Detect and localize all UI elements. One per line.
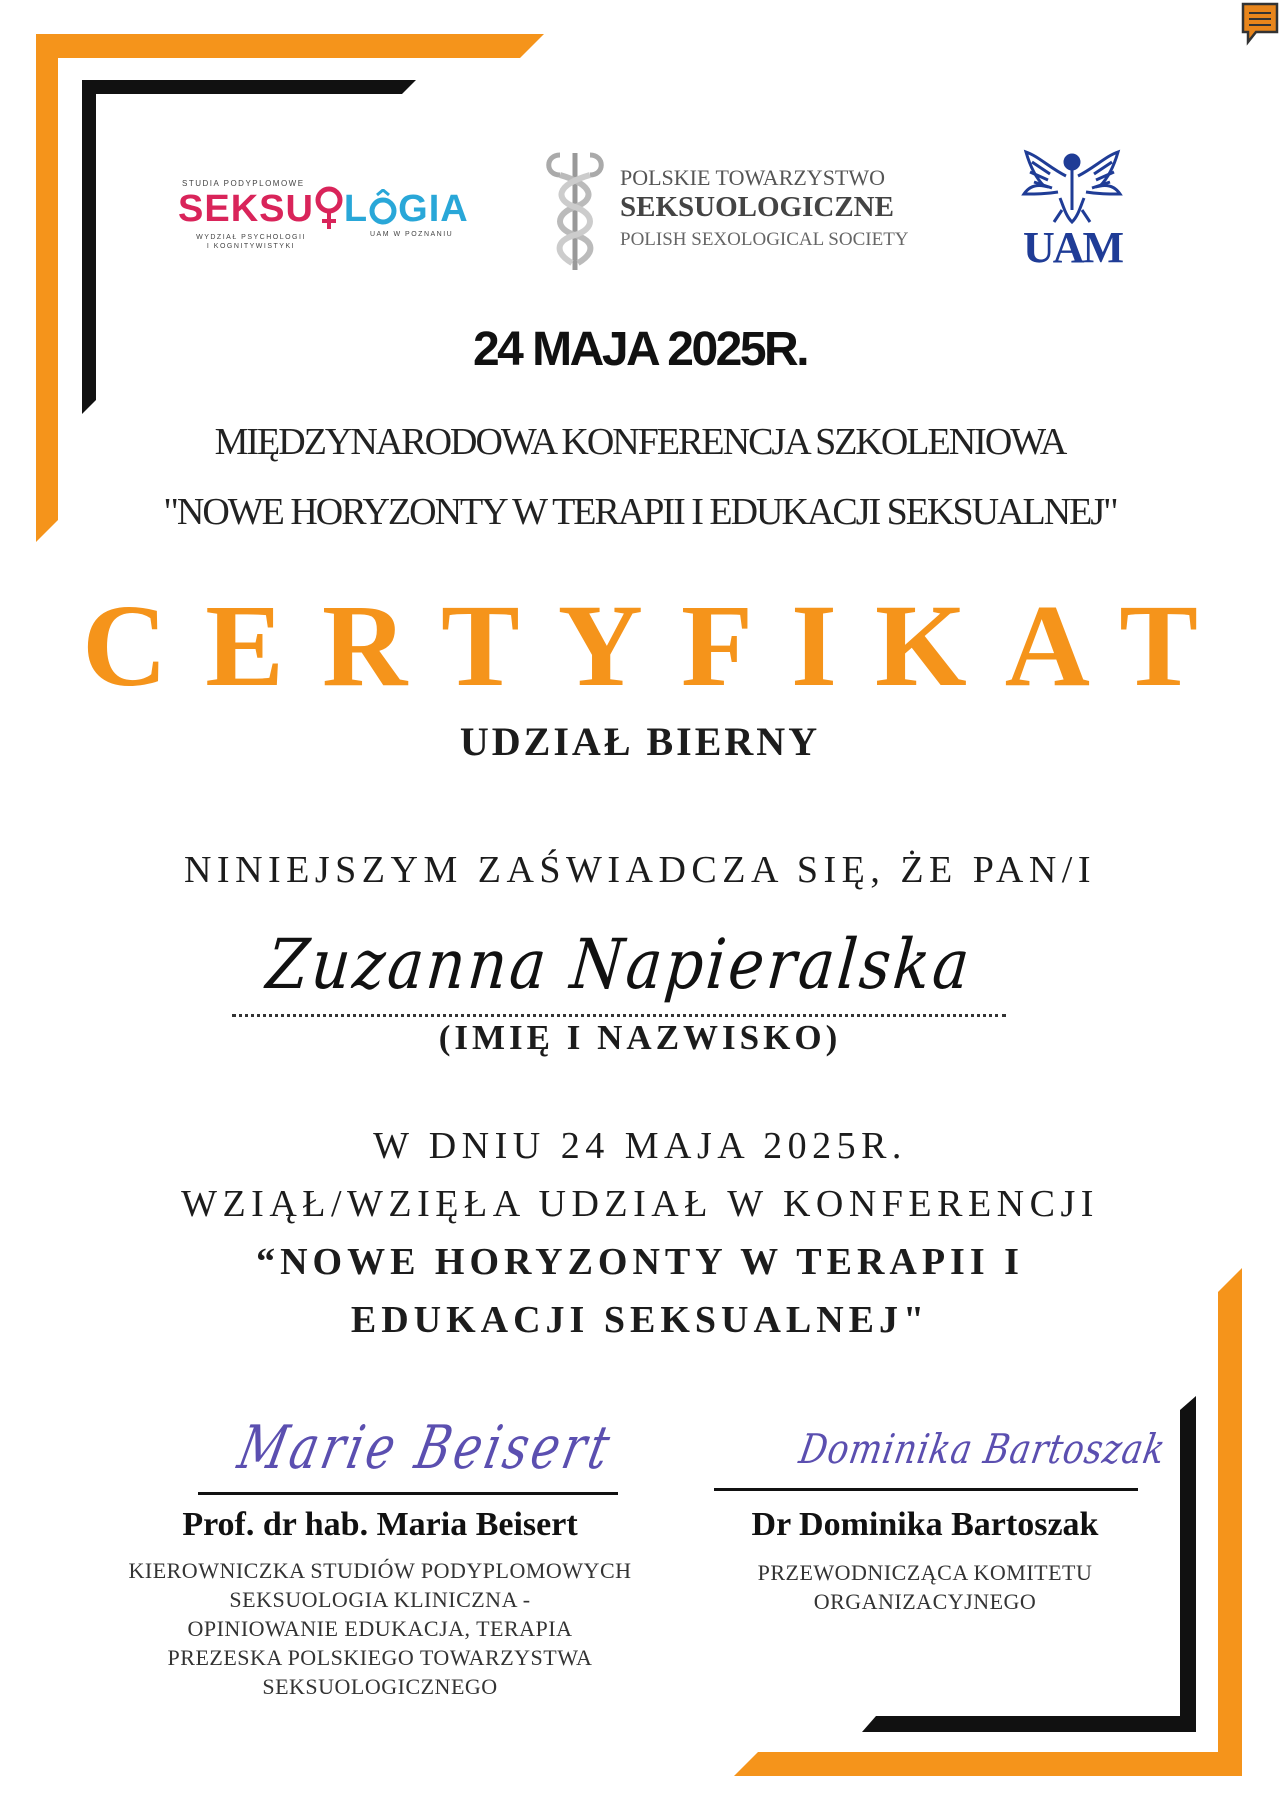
seksuologia-logo-wordmark: SEKSU L GIA bbox=[178, 185, 469, 231]
name-caption: (IMIĘ I NAZWISKO) bbox=[438, 1018, 842, 1057]
seksuologia-logo-top-text: STUDIA PODYPLOMOWE bbox=[182, 179, 305, 188]
body-line-1: W DNIU 24 MAJA 2025R. bbox=[373, 1125, 907, 1167]
uam-logo bbox=[1020, 148, 1125, 273]
body-line-3: “NOWE HORYZONTY W TERAPII I bbox=[256, 1241, 1024, 1283]
name-dotted-line bbox=[232, 1014, 1006, 1017]
pts-logo-line1: POLSKIE TOWARZYSTWO bbox=[620, 165, 886, 190]
conference-name: "NOWE HORYZONTY W TERAPII I EDUKACJI SEKSUALNEJ" bbox=[163, 491, 1117, 533]
frame-top-left-orange bbox=[36, 34, 544, 542]
signer-1-name: Prof. dr hab. Maria Beisert bbox=[182, 1506, 578, 1543]
signature-2-handwriting: Dominika Bartoszak bbox=[795, 1426, 1170, 1474]
signature-1-handwriting: Marie Beisert bbox=[232, 1411, 620, 1483]
seksuologia-logo bbox=[170, 175, 480, 265]
eagle-icon bbox=[1020, 148, 1125, 228]
signer-2-name: Dr Dominika Bartoszak bbox=[751, 1506, 1099, 1543]
body-line-4: EDUKACJI SEKSUALNEJ" bbox=[350, 1299, 930, 1341]
pts-logo bbox=[540, 145, 909, 275]
signature-2-line bbox=[714, 1488, 1138, 1491]
pts-logo-line2: SEKSUOLOGICZNE bbox=[620, 191, 894, 223]
certificate-title: CERTYFIKAT bbox=[82, 580, 1236, 711]
signer-1-role: KIEROWNICZKA STUDIÓW PODYPLOMOWYCH SEKSUOLOGIA KLINICZNA - OPINIOWANIE EDUKACJA, TERAPIA PREZESKA POLSKIEGO TOWARZYSTWA SEKSUOLOGICZNEGO bbox=[128, 1558, 632, 1699]
chat-icon[interactable] bbox=[1240, 0, 1280, 52]
body-line-2: WZIĄŁ/WZIĘŁA UDZIAŁ W KONFERENCJI bbox=[181, 1183, 1099, 1225]
participation-type: UDZIAŁ BIERNY bbox=[459, 719, 821, 764]
signature-1-line bbox=[198, 1492, 618, 1495]
venus-icon bbox=[314, 185, 344, 223]
participant-name-handwritten: Zuzanna Napieralska bbox=[262, 924, 976, 1006]
pts-logo-line3: POLISH SEXOLOGICAL SOCIETY bbox=[620, 229, 909, 250]
conference-type: MIĘDZYNARODOWA KONFERENCJA SZKOLENIOWA bbox=[214, 421, 1066, 463]
mars-o-icon bbox=[368, 189, 398, 227]
event-date-title: 24 MAJA 2025R. bbox=[472, 323, 808, 376]
caduceus-icon bbox=[540, 145, 610, 275]
seksuologia-logo-sub-right: UAM W POZNANIU bbox=[370, 231, 454, 238]
uam-logo-text: UAM bbox=[1022, 223, 1123, 272]
certificate-statement: NINIEJSZYM ZAŚWIADCZA SIĘ, ŻE PAN/I bbox=[183, 849, 1097, 891]
seksuologia-logo-sub-left: WYDZIAŁ PSYCHOLOGII I KOGNITYWISTYKI bbox=[196, 234, 306, 250]
signer-2-role: PRZEWODNICZĄCA KOMITETU ORGANIZACYJNEGO bbox=[757, 1560, 1093, 1614]
